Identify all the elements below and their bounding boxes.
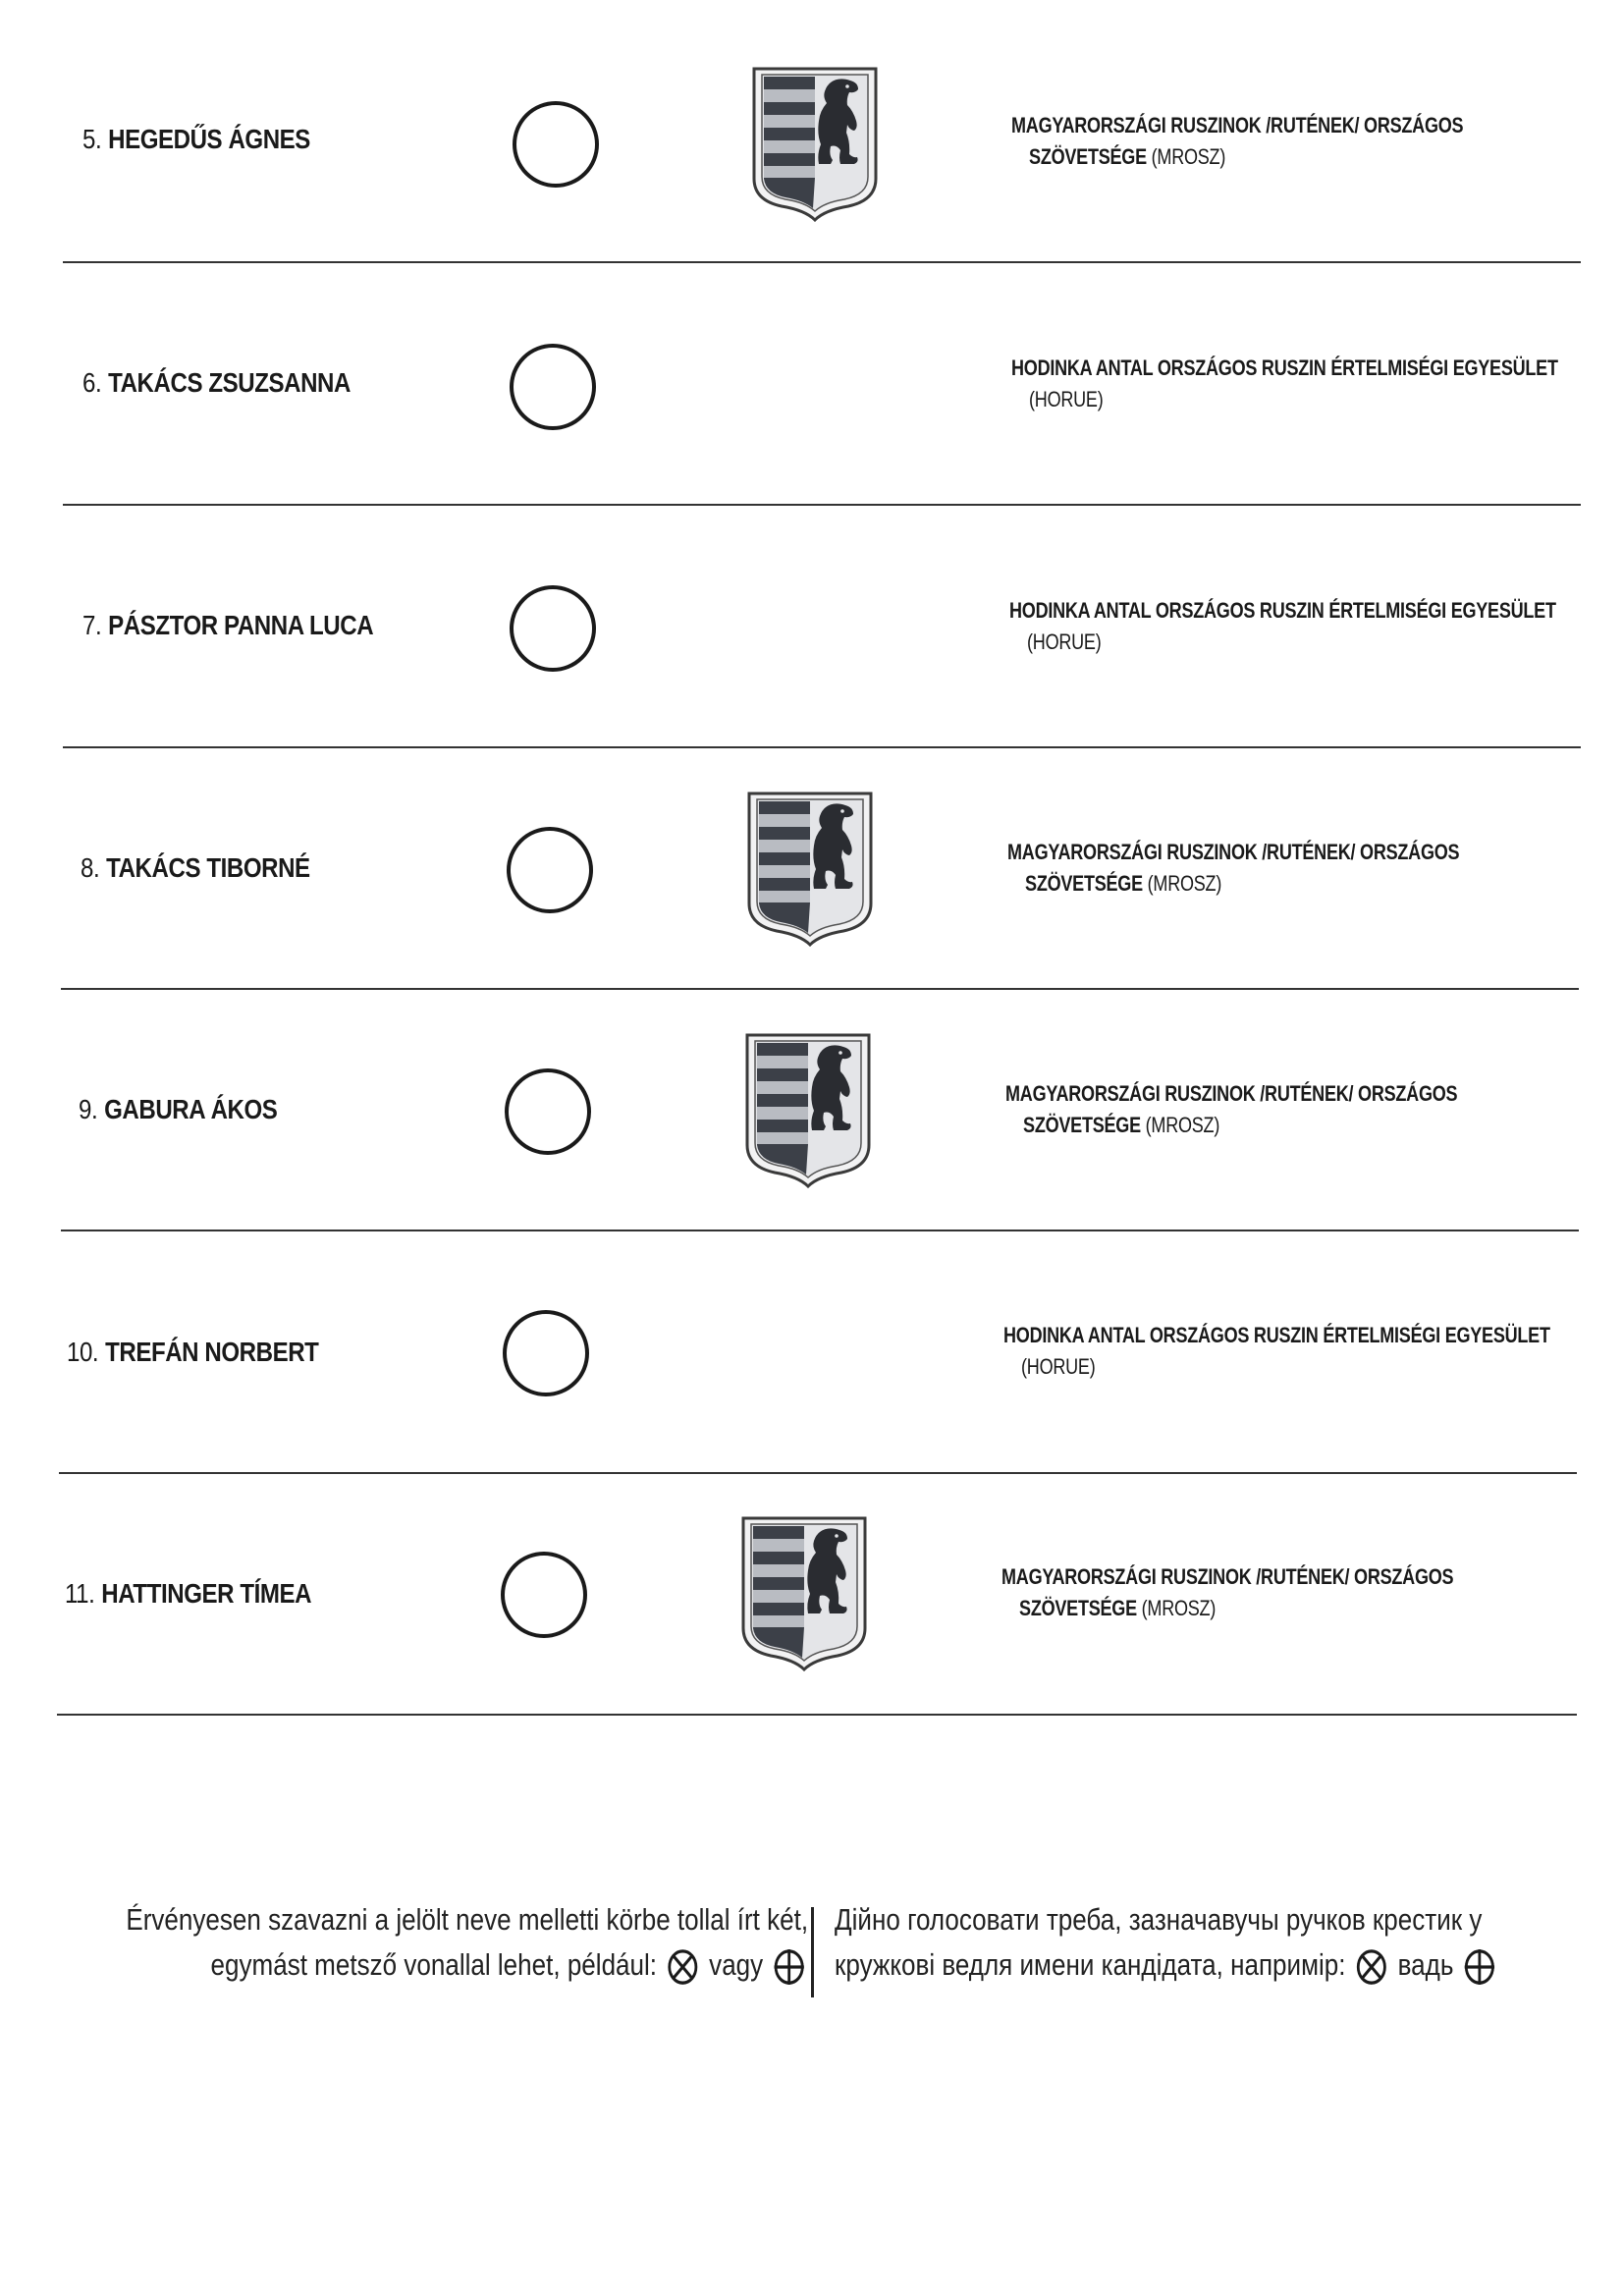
candidate-number: 8. — [81, 852, 100, 883]
candidate-name — [82, 367, 351, 399]
vote-circle[interactable] — [507, 827, 593, 913]
candidate-fullname: TREFÁN NORBERT — [105, 1337, 319, 1367]
candidate-number: 11. — [65, 1578, 95, 1609]
row-divider — [57, 1714, 1577, 1716]
candidate-fullname: PÁSZTOR PANNA LUCA — [108, 610, 374, 640]
plus-mark-icon — [1464, 1948, 1495, 1986]
row-divider — [61, 1230, 1579, 1231]
vote-circle[interactable] — [510, 585, 596, 672]
candidate-fullname: HATTINGER TÍMEA — [101, 1578, 312, 1609]
candidate-name — [82, 124, 310, 155]
candidate-number: 6. — [82, 367, 102, 398]
organization-crest-icon — [741, 788, 879, 947]
candidate-name — [79, 1094, 277, 1125]
candidate-name — [82, 610, 373, 641]
organization-name: HODINKA ANTAL ORSZÁGOS RUSZIN ÉRTELMISÉGI EGYESÜLET (HORUE) — [1003, 1323, 1550, 1379]
candidate-number: 7. — [82, 610, 102, 640]
plus-mark-icon — [774, 1948, 805, 1986]
language-divider — [811, 1907, 814, 1997]
vote-circle[interactable] — [513, 101, 599, 188]
organization-name: MAGYARORSZÁGI RUSZINOK /RUTÉNEK/ ORSZÁGOS SZÖVETSÉGE (MROSZ) — [1011, 113, 1464, 169]
vote-circle[interactable] — [510, 344, 596, 430]
cross-mark-icon — [668, 1948, 699, 1986]
vote-circle[interactable] — [503, 1310, 589, 1396]
row-divider — [63, 746, 1581, 748]
organization-crest-icon — [735, 1512, 873, 1671]
organization-name: MAGYARORSZÁGI RUSZINOK /RUTÉNEK/ ORSZÁGOS SZÖVETSÉGE (MROSZ) — [1001, 1564, 1454, 1620]
candidate-name — [65, 1578, 311, 1610]
candidate-number: 5. — [82, 124, 102, 154]
candidate-fullname: TAKÁCS ZSUZSANNA — [108, 367, 351, 398]
candidate-number: 10. — [67, 1337, 99, 1367]
candidate-number: 9. — [79, 1094, 98, 1124]
candidate-fullname: HEGEDŰS ÁGNES — [108, 124, 310, 154]
organization-crest-icon — [746, 63, 884, 222]
organization-crest-icon — [739, 1029, 877, 1188]
vote-circle[interactable] — [505, 1068, 591, 1155]
organization-name: HODINKA ANTAL ORSZÁGOS RUSZIN ÉRTELMISÉGI EGYESÜLET (HORUE) — [1011, 355, 1558, 411]
candidate-name — [67, 1337, 318, 1368]
candidate-fullname: TAKÁCS TIBORNÉ — [106, 852, 310, 883]
row-divider — [63, 261, 1581, 263]
vote-circle[interactable] — [501, 1552, 587, 1638]
organization-name: MAGYARORSZÁGI RUSZINOK /RUTÉNEK/ ORSZÁGOS SZÖVETSÉGE (MROSZ) — [1007, 840, 1460, 896]
instructions-hungarian: Érvényesen szavazni a jelölt neve melletti körbe tollal írt két, egymást metsző vonallal lehet, például: vagy — [126, 1897, 808, 1988]
row-divider — [59, 1472, 1577, 1474]
instructions-rusyn: Дійно голосовати треба, зазначавучы ручков крестик у кружкові ведля имени кандідата, напримір: вадь — [835, 1897, 1498, 1988]
organization-name: HODINKA ANTAL ORSZÁGOS RUSZIN ÉRTELMISÉGI EGYESÜLET (HORUE) — [1009, 598, 1556, 654]
organization-name: MAGYARORSZÁGI RUSZINOK /RUTÉNEK/ ORSZÁGOS SZÖVETSÉGE (MROSZ) — [1005, 1081, 1458, 1137]
row-divider — [61, 988, 1579, 990]
candidate-fullname: GABURA ÁKOS — [104, 1094, 278, 1124]
cross-mark-icon — [1356, 1948, 1387, 1986]
candidate-name — [81, 852, 310, 884]
row-divider — [63, 504, 1581, 506]
